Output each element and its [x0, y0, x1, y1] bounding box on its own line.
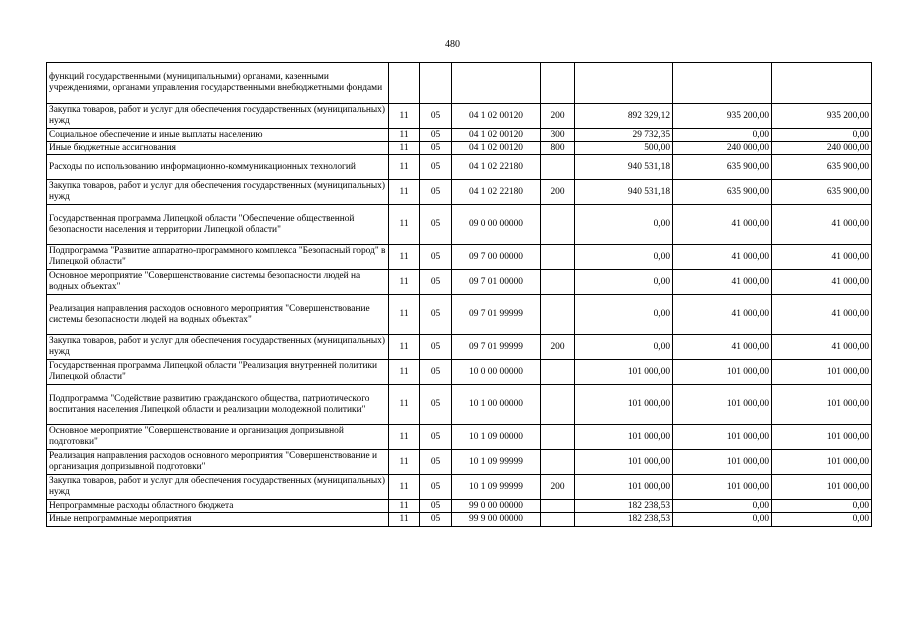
row-target-code-cell: 09 7 00 00000 — [452, 245, 541, 270]
row-target-code-cell: 10 0 00 00000 — [452, 360, 541, 385]
row-section-cell: 11 — [389, 205, 420, 245]
row-subsection-cell — [420, 63, 452, 104]
row-name-cell: Основное мероприятие "Совершенствование системы безопасности людей на водных объектах" — [47, 270, 389, 295]
row-sum-year3-cell: 41 000,00 — [772, 245, 872, 270]
row-sum-year2-cell: 41 000,00 — [673, 245, 772, 270]
row-sum-year1-cell: 101 000,00 — [575, 360, 673, 385]
row-target-code-cell: 04 1 02 00120 — [452, 104, 541, 129]
row-name-cell: Государственная программа Липецкой области "Реализация внутренней политики Липецкой области" — [47, 360, 389, 385]
row-sum-year1-cell: 0,00 — [575, 245, 673, 270]
row-sum-year3-cell: 41 000,00 — [772, 270, 872, 295]
row-target-code-cell — [452, 63, 541, 104]
row-expense-type-cell — [541, 270, 575, 295]
row-expense-type-cell: 200 — [541, 475, 575, 500]
row-sum-year3-cell: 101 000,00 — [772, 450, 872, 475]
row-sum-year2-cell: 240 000,00 — [673, 142, 772, 155]
row-target-code-cell: 10 1 09 99999 — [452, 475, 541, 500]
row-sum-year1-cell: 0,00 — [575, 335, 673, 360]
table-row — [47, 245, 872, 270]
row-subsection-cell: 05 — [420, 142, 452, 155]
row-sum-year2-cell: 101 000,00 — [673, 475, 772, 500]
table-row — [47, 295, 872, 335]
row-sum-year2-cell: 101 000,00 — [673, 425, 772, 450]
row-name-cell: Государственная программа Липецкой области "Обеспечение общественной безопасности населения и территории Липецкой области" — [47, 205, 389, 245]
row-sum-year3-cell: 101 000,00 — [772, 425, 872, 450]
row-name-cell: Социальное обеспечение и иные выплаты населению — [47, 129, 389, 142]
row-sum-year1-cell: 940 531,18 — [575, 180, 673, 205]
table-row — [47, 142, 872, 155]
row-name-cell: Основное мероприятие "Совершенствование и организация допризывной подготовки" — [47, 425, 389, 450]
row-target-code-cell: 04 1 02 00120 — [452, 129, 541, 142]
row-target-code-cell: 04 1 02 22180 — [452, 155, 541, 180]
table-row — [47, 180, 872, 205]
row-sum-year2-cell: 41 000,00 — [673, 335, 772, 360]
row-sum-year3-cell: 41 000,00 — [772, 295, 872, 335]
row-section-cell: 11 — [389, 142, 420, 155]
row-sum-year3-cell: 101 000,00 — [772, 360, 872, 385]
row-expense-type-cell — [541, 63, 575, 104]
row-expense-type-cell — [541, 295, 575, 335]
table-row — [47, 205, 872, 245]
row-sum-year1-cell: 182 238,53 — [575, 500, 673, 513]
row-target-code-cell: 04 1 02 00120 — [452, 142, 541, 155]
row-expense-type-cell: 200 — [541, 335, 575, 360]
row-sum-year3-cell: 635 900,00 — [772, 155, 872, 180]
row-section-cell: 11 — [389, 129, 420, 142]
row-subsection-cell: 05 — [420, 425, 452, 450]
row-sum-year2-cell: 101 000,00 — [673, 385, 772, 425]
row-subsection-cell: 05 — [420, 155, 452, 180]
table-row — [47, 63, 872, 104]
row-subsection-cell: 05 — [420, 513, 452, 527]
page-number: 480 — [445, 39, 460, 50]
row-name-cell: Непрограммные расходы областного бюджета — [47, 500, 389, 513]
row-subsection-cell: 05 — [420, 295, 452, 335]
row-sum-year2-cell: 0,00 — [673, 129, 772, 142]
row-subsection-cell: 05 — [420, 270, 452, 295]
row-name-cell: Закупка товаров, работ и услуг для обеспечения государственных (муниципальных) нужд — [47, 104, 389, 129]
row-expense-type-cell — [541, 385, 575, 425]
row-target-code-cell: 09 7 01 99999 — [452, 295, 541, 335]
row-sum-year1-cell: 101 000,00 — [575, 425, 673, 450]
row-section-cell: 11 — [389, 335, 420, 360]
row-name-cell: Закупка товаров, работ и услуг для обеспечения государственных (муниципальных) нужд — [47, 180, 389, 205]
row-subsection-cell: 05 — [420, 335, 452, 360]
row-section-cell: 11 — [389, 104, 420, 129]
row-sum-year3-cell: 41 000,00 — [772, 335, 872, 360]
row-subsection-cell: 05 — [420, 245, 452, 270]
row-subsection-cell: 05 — [420, 475, 452, 500]
row-section-cell: 11 — [389, 155, 420, 180]
row-expense-type-cell — [541, 155, 575, 180]
row-name-cell: Иные бюджетные ассигнования — [47, 142, 389, 155]
row-section-cell: 11 — [389, 500, 420, 513]
row-expense-type-cell: 800 — [541, 142, 575, 155]
row-expense-type-cell — [541, 450, 575, 475]
row-name-cell: Реализация направления расходов основного мероприятия "Совершенствование и организация допризывной подготовки" — [47, 450, 389, 475]
table-row — [47, 104, 872, 129]
row-sum-year2-cell: 635 900,00 — [673, 180, 772, 205]
row-name-cell: Реализация направления расходов основного мероприятия "Совершенствование системы безопасности людей на водных объектах" — [47, 295, 389, 335]
row-sum-year1-cell: 29 732,35 — [575, 129, 673, 142]
row-target-code-cell: 04 1 02 22180 — [452, 180, 541, 205]
row-target-code-cell: 99 0 00 00000 — [452, 500, 541, 513]
row-name-cell: Иные непрограммные мероприятия — [47, 513, 389, 527]
table-row — [47, 475, 872, 500]
row-sum-year1-cell: 101 000,00 — [575, 450, 673, 475]
row-name-cell: Расходы по использованию информационно-коммуникационных технологий — [47, 155, 389, 180]
table-row — [47, 129, 872, 142]
row-sum-year1-cell: 101 000,00 — [575, 385, 673, 425]
row-section-cell: 11 — [389, 295, 420, 335]
table-row — [47, 155, 872, 180]
row-sum-year1-cell: 0,00 — [575, 205, 673, 245]
row-expense-type-cell: 200 — [541, 104, 575, 129]
row-name-cell: Подпрограмма "Развитие аппаратно-программного комплекса "Безопасный город" в Липецкой области" — [47, 245, 389, 270]
row-sum-year2-cell: 101 000,00 — [673, 360, 772, 385]
row-sum-year1-cell: 0,00 — [575, 295, 673, 335]
row-name-cell: функций государственными (муниципальными) органами, казенными учреждениями, органами управления государственными внебюджетными фондами — [47, 63, 389, 104]
row-name-cell: Подпрограмма "Содействие развитию гражданского общества, патриотического воспитания населения Липецкой области и реализации молодежной политики" — [47, 385, 389, 425]
row-sum-year3-cell: 240 000,00 — [772, 142, 872, 155]
row-sum-year2-cell: 935 200,00 — [673, 104, 772, 129]
row-subsection-cell: 05 — [420, 385, 452, 425]
row-sum-year1-cell: 101 000,00 — [575, 475, 673, 500]
row-target-code-cell: 10 1 09 00000 — [452, 425, 541, 450]
row-sum-year1-cell: 0,00 — [575, 270, 673, 295]
table-row — [47, 500, 872, 513]
table-row — [47, 425, 872, 450]
row-section-cell: 11 — [389, 513, 420, 527]
row-sum-year2-cell: 41 000,00 — [673, 270, 772, 295]
row-subsection-cell: 05 — [420, 360, 452, 385]
table-row — [47, 360, 872, 385]
row-expense-type-cell — [541, 513, 575, 527]
row-expense-type-cell — [541, 500, 575, 513]
row-subsection-cell: 05 — [420, 104, 452, 129]
row-subsection-cell: 05 — [420, 129, 452, 142]
row-sum-year2-cell: 635 900,00 — [673, 155, 772, 180]
row-sum-year1-cell — [575, 63, 673, 104]
table-row — [47, 385, 872, 425]
row-expense-type-cell: 200 — [541, 180, 575, 205]
row-name-cell: Закупка товаров, работ и услуг для обеспечения государственных (муниципальных) нужд — [47, 335, 389, 360]
row-sum-year2-cell: 41 000,00 — [673, 295, 772, 335]
row-sum-year3-cell: 0,00 — [772, 513, 872, 527]
row-expense-type-cell: 300 — [541, 129, 575, 142]
row-target-code-cell: 09 7 01 00000 — [452, 270, 541, 295]
row-sum-year2-cell: 41 000,00 — [673, 205, 772, 245]
row-subsection-cell: 05 — [420, 180, 452, 205]
row-target-code-cell: 99 9 00 00000 — [452, 513, 541, 527]
row-sum-year2-cell — [673, 63, 772, 104]
row-section-cell: 11 — [389, 425, 420, 450]
row-sum-year3-cell: 0,00 — [772, 500, 872, 513]
row-sum-year1-cell: 892 329,12 — [575, 104, 673, 129]
row-subsection-cell: 05 — [420, 450, 452, 475]
row-section-cell — [389, 63, 420, 104]
row-target-code-cell: 09 0 00 00000 — [452, 205, 541, 245]
row-sum-year3-cell: 101 000,00 — [772, 475, 872, 500]
row-section-cell: 11 — [389, 270, 420, 295]
table-row — [47, 335, 872, 360]
row-sum-year3-cell: 0,00 — [772, 129, 872, 142]
row-expense-type-cell — [541, 360, 575, 385]
row-sum-year3-cell: 101 000,00 — [772, 385, 872, 425]
row-section-cell: 11 — [389, 385, 420, 425]
row-expense-type-cell — [541, 425, 575, 450]
row-target-code-cell: 10 1 00 00000 — [452, 385, 541, 425]
row-sum-year2-cell: 101 000,00 — [673, 450, 772, 475]
row-section-cell: 11 — [389, 360, 420, 385]
row-section-cell: 11 — [389, 180, 420, 205]
row-subsection-cell: 05 — [420, 500, 452, 513]
table-row — [47, 450, 872, 475]
row-sum-year1-cell: 940 531,18 — [575, 155, 673, 180]
row-target-code-cell: 10 1 09 99999 — [452, 450, 541, 475]
row-sum-year1-cell: 182 238,53 — [575, 513, 673, 527]
row-expense-type-cell — [541, 245, 575, 270]
budget-table — [46, 62, 872, 527]
row-expense-type-cell — [541, 205, 575, 245]
row-section-cell: 11 — [389, 450, 420, 475]
table-row — [47, 513, 872, 527]
row-section-cell: 11 — [389, 475, 420, 500]
row-subsection-cell: 05 — [420, 205, 452, 245]
row-sum-year3-cell: 41 000,00 — [772, 205, 872, 245]
row-target-code-cell: 09 7 01 99999 — [452, 335, 541, 360]
row-sum-year2-cell: 0,00 — [673, 513, 772, 527]
row-sum-year3-cell: 635 900,00 — [772, 180, 872, 205]
row-sum-year3-cell — [772, 63, 872, 104]
row-section-cell: 11 — [389, 245, 420, 270]
table-row — [47, 270, 872, 295]
row-sum-year1-cell: 500,00 — [575, 142, 673, 155]
row-name-cell: Закупка товаров, работ и услуг для обеспечения государственных (муниципальных) нужд — [47, 475, 389, 500]
budget-table-body — [47, 63, 872, 527]
row-sum-year3-cell: 935 200,00 — [772, 104, 872, 129]
row-sum-year2-cell: 0,00 — [673, 500, 772, 513]
